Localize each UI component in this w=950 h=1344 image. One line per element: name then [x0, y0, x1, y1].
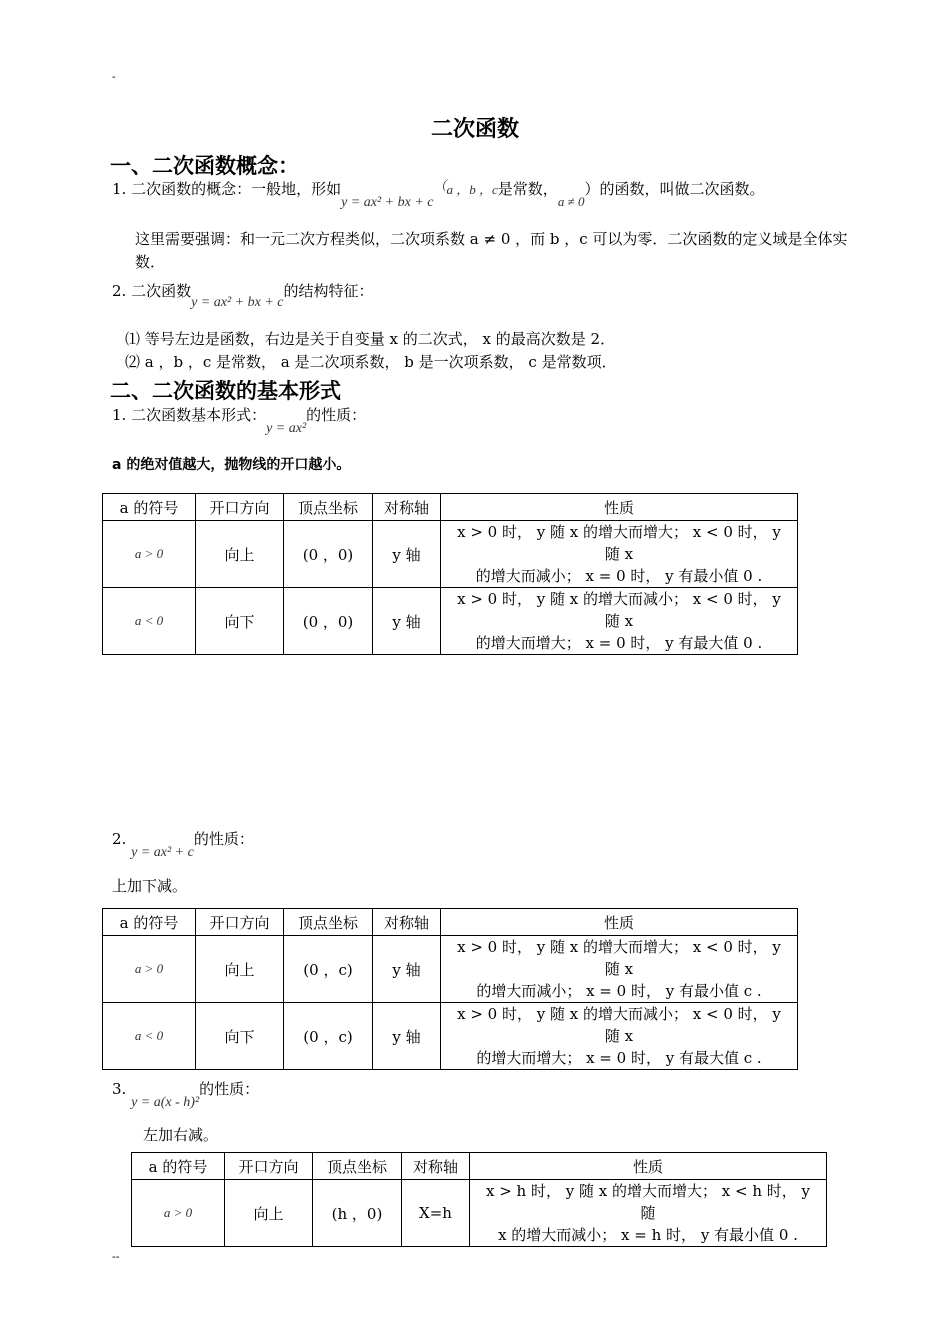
concept-formula: y = ax² + bx + c: [341, 195, 434, 210]
feature-item-1: ⑴ 等号左边是函数，右边是关于自变量 x 的二次式， x 的最高次数是 2．: [125, 330, 616, 348]
cell-sign: a > 0: [103, 936, 196, 1003]
col-direction: 开口方向: [225, 1153, 313, 1180]
footer-mark: --: [112, 1250, 120, 1263]
form3-note: 左加右减。: [143, 1126, 219, 1144]
basic-form-formula: y = ax²: [266, 421, 307, 436]
form3-formula: y = a(x - h)²: [131, 1095, 200, 1110]
form2-note: 上加下减。: [112, 877, 188, 895]
cell-axis: X=h: [402, 1180, 470, 1247]
table-form3: [131, 1152, 827, 1247]
col-property: 性质: [441, 909, 798, 936]
cell-property: [441, 588, 798, 655]
col-sign: a 的符号: [132, 1153, 225, 1180]
form3-suffix: 的性质：: [199, 1080, 260, 1098]
property-line-2: 的增大而减小； x = 0 时， y 有最小值 0 .: [475, 567, 763, 585]
structure-paragraph: [112, 280, 374, 310]
table-form2: [102, 908, 798, 1070]
property-line-1: x > 0 时， y 随 x 的增大而减小； x < 0 时， y 随 x: [457, 1005, 781, 1045]
form2-formula: y = ax² + c: [131, 845, 194, 860]
form2-prefix: 2.: [112, 830, 127, 848]
cell-vertex: (h ，0): [313, 1180, 402, 1247]
col-direction: 开口方向: [196, 909, 284, 936]
cell-sign: a > 0: [103, 521, 196, 588]
basic-form-line: [112, 404, 367, 436]
form2-line: [112, 828, 254, 860]
concept-abc: a ，b ，c: [446, 182, 498, 197]
cell-vertex: (0 ，0): [284, 521, 373, 588]
cell-axis: y 轴: [373, 936, 441, 1003]
structure-formula: y = ax² + bx + c: [191, 295, 284, 310]
col-sign: a 的符号: [103, 494, 196, 521]
concept-paren: （: [433, 178, 447, 193]
basic-form-prefix: 1. 二次函数基本形式：: [112, 406, 267, 424]
property-line-2: 的增大而减小； x = 0 时， y 有最小值 c .: [476, 982, 762, 1000]
col-axis: 对称轴: [402, 1153, 470, 1180]
property-line-1: x > 0 时， y 随 x 的增大而增大； x < 0 时， y 随 x: [457, 523, 781, 563]
cell-property: [441, 521, 798, 588]
concept-suffix: ）的函数，叫做二次函数。: [584, 180, 765, 198]
concept-condition: a ≠ 0: [557, 194, 585, 209]
table-row: [103, 1003, 798, 1070]
property-line-2: x 的增大而减小； x = h 时， y 有最小值 0 .: [498, 1226, 798, 1244]
form2-suffix: 的性质：: [193, 830, 254, 848]
cell-axis: y 轴: [373, 588, 441, 655]
cell-sign: a < 0: [103, 588, 196, 655]
cell-vertex: (0 ，0): [284, 588, 373, 655]
cell-property: [441, 1003, 798, 1070]
cell-sign: a > 0: [132, 1180, 225, 1247]
col-axis: 对称轴: [373, 909, 441, 936]
page-title: 二次函数: [430, 116, 519, 142]
cell-direction: 向上: [196, 521, 284, 588]
cell-axis: y 轴: [373, 1003, 441, 1070]
col-vertex: 顶点坐标: [313, 1153, 402, 1180]
form3-line: [112, 1078, 260, 1110]
col-property: 性质: [441, 494, 798, 521]
cell-direction: 向下: [196, 588, 284, 655]
structure-prefix: 2. 二次函数: [112, 282, 192, 300]
col-axis: 对称轴: [373, 494, 441, 521]
cell-axis: y 轴: [373, 521, 441, 588]
property-line-2: 的增大而增大； x = 0 时， y 有最大值 0 .: [475, 634, 763, 652]
cell-direction: 向上: [196, 936, 284, 1003]
property-line-1: x > h 时， y 随 x 的增大而增大； x < h 时， y 随: [485, 1182, 810, 1222]
emphasis-paragraph: 这里需要强调：和一元二次方程类似，二次项系数 a ≠ 0 ，而 b ，c 可以为零．二次函数的定义域是全体实数．: [135, 230, 848, 271]
basic-form-suffix: 的性质：: [306, 406, 367, 424]
table-row: [103, 936, 798, 1003]
cell-vertex: (0 ，c): [284, 1003, 373, 1070]
cell-direction: 向下: [196, 1003, 284, 1070]
cell-sign: a < 0: [103, 1003, 196, 1070]
concept-mid: 是常数，: [497, 180, 558, 198]
table-row: [132, 1180, 827, 1247]
concept-prefix: 1. 二次函数的概念：一般地，形如: [112, 180, 342, 198]
property-line-1: x > 0 时， y 随 x 的增大而减小； x < 0 时， y 随 x: [457, 590, 781, 630]
property-line-1: x > 0 时， y 随 x 的增大而增大； x < 0 时， y 随 x: [457, 938, 781, 978]
col-direction: 开口方向: [196, 494, 284, 521]
cell-vertex: (0 ，c): [284, 936, 373, 1003]
form3-prefix: 3.: [112, 1080, 127, 1098]
property-line-2: 的增大而增大； x = 0 时， y 有最大值 c .: [476, 1049, 762, 1067]
table-row: [103, 521, 798, 588]
table-row: [103, 588, 798, 655]
cell-direction: 向上: [225, 1180, 313, 1247]
cell-property: [441, 936, 798, 1003]
section-1-heading: 一、二次函数概念：: [110, 154, 299, 178]
feature-item-2: ⑵ a ，b ，c 是常数， a 是二次项系数， b 是一次项系数， c 是常数项．: [125, 353, 617, 371]
col-sign: a 的符号: [103, 909, 196, 936]
section-2-heading: 二、二次函数的基本形式: [110, 379, 341, 403]
basic-form-note: a 的绝对值越大，抛物线的开口越小。: [112, 457, 351, 473]
structure-suffix: 的结构特征：: [283, 282, 374, 300]
cell-property: [470, 1180, 827, 1247]
header-mark: -: [112, 70, 116, 83]
col-vertex: 顶点坐标: [284, 909, 373, 936]
col-property: 性质: [470, 1153, 827, 1180]
concept-paragraph: [112, 178, 765, 210]
table-basic-form: [102, 493, 798, 655]
col-vertex: 顶点坐标: [284, 494, 373, 521]
